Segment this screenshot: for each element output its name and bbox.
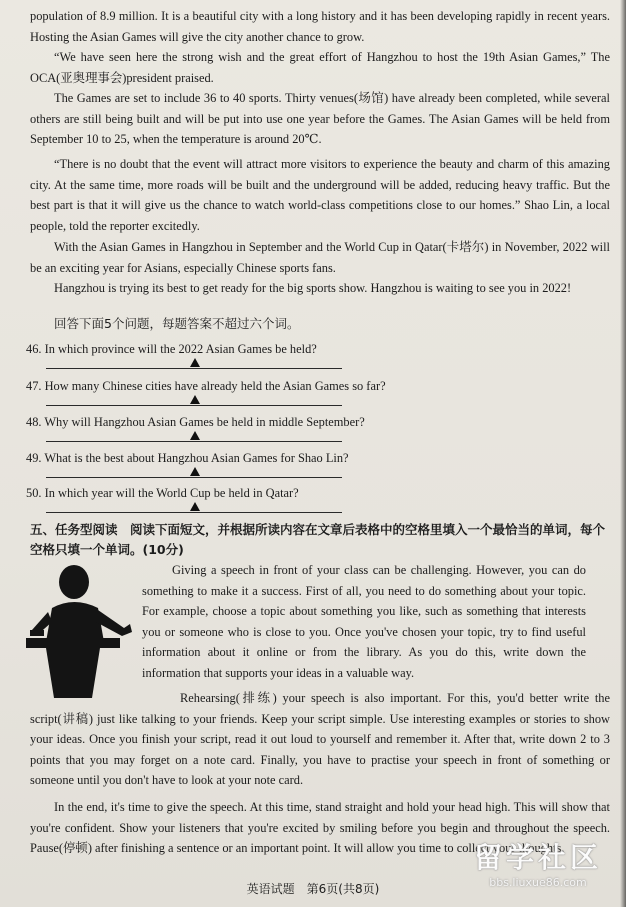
paragraph-speech-topic: Giving a speech in front of your class can be challenging. However, you can do something to make it a success. First of all, you need to do something about your topic. For example, choose a topic about something you like, such as something that interests you or someone who is close to you. Once you've chosen your topic, try to find useful information about it online or from the library. As you do this, write down the information that supports your ideas in a valuable way. (142, 563, 586, 680)
answer-instruction: 回答下面5个问题，每题答案不超过六个词。 (54, 316, 300, 331)
answer-triangle-icon (190, 395, 200, 404)
answer-line-46[interactable] (46, 368, 342, 369)
paragraph-rehearsing: Rehearsing(排练) your speech is also important. For this, you'd better write the script(讲稿) just like talking to your friends. Keep your script simple. Use interesting examples or stories to show your ideas. Once you finish your script, read it out loud to yourself and remember it. After that, write down 2 to 3 points that you may forget on a note card. Finally, you have to practise your speech in front of something or someone until you don't have to look at your note card. (30, 691, 610, 788)
speaker-podium-icon (22, 558, 134, 698)
question-46: 46. In which province will the 2022 Asian Games be held? (26, 342, 317, 356)
paragraph-shao-lin-quote: “There is no doubt that the event will attract more visitors to experience the beauty and charm of this amazing city. At the same time, more roads will be built and the underground will be added, reducing heavy traffic. But the best part is that it will give us the chance to watch world-class competitions close to our homes.” Shao Lin, a local people, told the reporter excitedly. (30, 157, 610, 233)
question-50: 50. In which year will the World Cup be held in Qatar? (26, 486, 299, 500)
page-footer: 英语试题 第6页(共8页) (246, 882, 380, 896)
watermark-title: 留学社区 (473, 841, 602, 874)
paragraph-games-venues: The Games are set to include 36 to 40 sports. Thirty venues(场馆) have already been completed, while several others are still being built and will be put into use one year before the Games. The Asian Games will be held from September 10 to 25, when the temperature is around 20℃. (30, 91, 610, 147)
answer-line-48[interactable] (46, 441, 342, 442)
page-edge-shadow (620, 0, 626, 907)
answer-triangle-icon (190, 502, 200, 511)
answer-triangle-icon (190, 358, 200, 367)
answer-triangle-icon (190, 431, 200, 440)
section-5-heading: 五、任务型阅读 阅读下面短文，并根据所读内容在文章后表格中的空格里填入一个最恰当的单词，每个空格只填一个单词。(10分) (30, 522, 606, 557)
paragraph-hangzhou-ready: Hangzhou is trying its best to get ready for the big sports show. Hangzhou is waiting to see you in 2022! (54, 281, 572, 295)
paragraph-world-cup: With the Asian Games in Hangzhou in September and the World Cup in Qatar(卡塔尔) in November, 2022 will be an exciting year for Asians, especially Chinese sports fans. (30, 240, 610, 275)
answer-line-47[interactable] (46, 405, 342, 406)
question-48: 48. Why will Hangzhou Asian Games be held in middle September? (26, 415, 365, 429)
answer-line-49[interactable] (46, 477, 342, 478)
question-49: 49. What is the best about Hangzhou Asian Games for Shao Lin? (26, 451, 349, 465)
paragraph-give-speech: In the end, it's time to give the speech. At this time, stand straight and hold your head high. This will show that you're confident. Show your listeners that you're excited by smiling before you begin and throughout the speech. Pause(停顿) after finishing a sentence or an important point. It will allow you time to collect your thoughts. (30, 800, 610, 856)
paragraph-oca-quote: “We have seen here the strong wish and the great effort of Hangzhou to host the 19th Asian Games,” The OCA(亚奥理事会)president praised. (30, 50, 610, 85)
question-47: 47. How many Chinese cities have already held the Asian Games so far? (26, 379, 386, 393)
paragraph-population: population of 8.9 million. It is a beautiful city with a long history and it has been developing rapidly in recent years. Hosting the Asian Games will give the city another chance to grow. (30, 9, 610, 44)
watermark-url: bbs.liuxue86.com (489, 876, 587, 889)
answer-line-50[interactable] (46, 512, 342, 513)
watermark-logo (458, 836, 618, 898)
answer-triangle-icon (190, 467, 200, 476)
